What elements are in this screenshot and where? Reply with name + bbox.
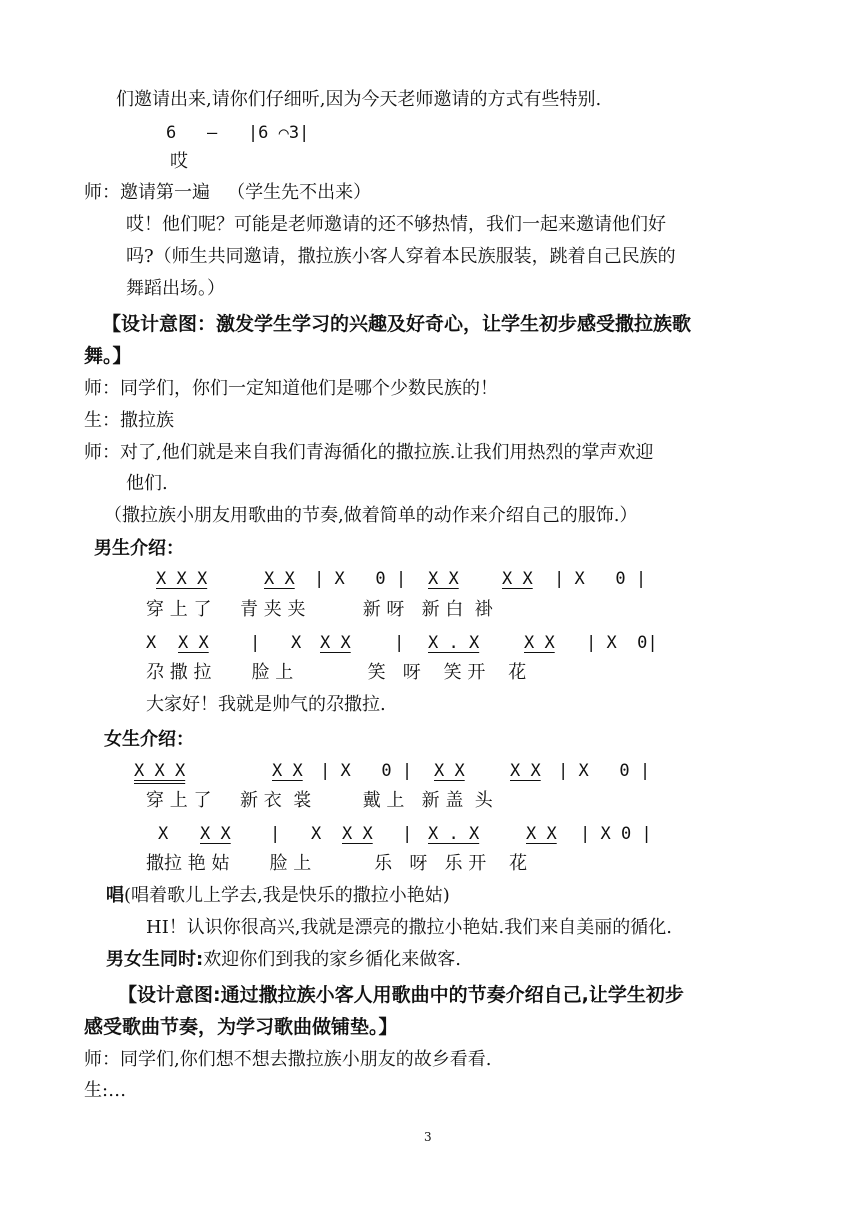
girls-lyric-1: 穿 上 了 新 衣 裳 戴 上 新 盖 头 bbox=[146, 790, 493, 811]
both-label: 男女生同时: bbox=[106, 949, 204, 970]
boys-rhythm-2a: X bbox=[146, 633, 157, 653]
boys-rhythm-1c: ∣ X 0 ∣ bbox=[314, 569, 407, 589]
both-text: 欢迎你们到我的家乡循化来做客. bbox=[203, 949, 461, 970]
boys-lyric-2: 尕 撒 拉 脸 上 笑 呀 笑 开 花 bbox=[146, 662, 527, 683]
design-intent-2a: 【设计意图:通过撒拉族小客人用歌曲中的节奏介绍自己,让学生初步 bbox=[118, 984, 684, 1006]
boys-rhythm-1e: X X bbox=[502, 569, 533, 589]
boys-rhythm-2h: ∣ X 0∣ bbox=[586, 633, 658, 653]
girls-rhythm-2h: ∣ X 0 ∣ bbox=[580, 824, 652, 844]
paragraph-2: 哎！他们呢？可能是老师邀请的还不够热情，我们一起来邀请他们好 bbox=[126, 214, 666, 235]
student-line-2: 生:… bbox=[84, 1080, 127, 1101]
sing-text: (唱着歌儿上学去,我是快乐的撒拉小艳姑) bbox=[124, 885, 450, 906]
girls-rhythm-2e: ∣ bbox=[402, 824, 413, 844]
page-number: 3 bbox=[424, 1130, 432, 1144]
intro-line: 们邀请出来,请你们仔细听,因为今天老师邀请的方式有些特别. bbox=[116, 89, 602, 110]
design-intent-1a: 【设计意图：激发学生学习的兴趣及好奇心，让学生初步感受撒拉族歌 bbox=[102, 313, 692, 335]
girls-rhythm-1b: X X bbox=[272, 761, 303, 781]
sing-label: 唱 bbox=[106, 885, 124, 906]
boys-rhythm-2e: ∣ bbox=[394, 633, 405, 653]
melody-lyric: 哎 bbox=[170, 151, 188, 172]
teacher-line-3: 师：对了,他们就是来自我们青海循化的撒拉族.让我们用热烈的掌声欢迎 bbox=[84, 442, 654, 463]
girls-rhythm-2g: X X bbox=[526, 824, 557, 844]
boys-rhythm-1d: X X bbox=[428, 569, 459, 589]
girls-rhythm-1e: X X bbox=[510, 761, 541, 781]
teacher-line-4: 师：同学们,你们想不想去撒拉族小朋友的故乡看看. bbox=[84, 1049, 492, 1070]
sing-line bbox=[106, 885, 450, 907]
both-line bbox=[106, 949, 461, 971]
paragraph-4: 舞蹈出场。） bbox=[126, 278, 225, 299]
girls-rhythm-1d: X X bbox=[434, 761, 465, 781]
girls-rhythm-2d: X X bbox=[342, 824, 373, 844]
boys-rhythm-1b: X X bbox=[264, 569, 295, 589]
paragraph-3: 吗?（师生共同邀请，撒拉族小客人穿着本民族服装，跳着自己民族的 bbox=[126, 246, 676, 267]
girls-rhythm-2c: ∣ X bbox=[270, 824, 322, 844]
girls-rhythm-2a: X bbox=[158, 824, 169, 844]
girls-rhythm-1a: X X X bbox=[134, 761, 186, 781]
boys-rhythm-2f: X . X bbox=[428, 633, 480, 653]
girls-rhythm-2f: X . X bbox=[428, 824, 480, 844]
boys-heading: 男生介绍： bbox=[94, 538, 184, 559]
boys-rhythm-1a: X X X bbox=[156, 569, 208, 589]
teacher-line-1: 师：邀请第一遍 （学生先不出来） bbox=[84, 182, 372, 203]
student-line-1: 生：撒拉族 bbox=[84, 410, 174, 431]
girls-lyric-2: 撒拉 艳 姑 脸 上 乐 呀 乐 开 花 bbox=[146, 853, 528, 874]
girls-rhythm-1f: ∣ X 0 ∣ bbox=[558, 761, 651, 781]
boys-rhythm-2d: X X bbox=[320, 633, 351, 653]
girls-rhythm-2b: X X bbox=[200, 824, 231, 844]
boys-rhythm-2b: X X bbox=[178, 633, 209, 653]
boys-rhythm-2c: ∣ X bbox=[250, 633, 302, 653]
girls-heading: 女生介绍： bbox=[104, 729, 194, 750]
boys-rhythm-2g: X X bbox=[524, 633, 555, 653]
boys-rhythm-1f: ∣ X 0 ∣ bbox=[554, 569, 647, 589]
teacher-line-2: 师：同学们，你们一定知道他们是哪个少数民族的！ bbox=[84, 378, 498, 399]
girls-rhythm-1c: ∣ X 0 ∣ bbox=[320, 761, 413, 781]
teacher-line-3-cont: 他们. bbox=[126, 473, 168, 494]
melody-notation: 6 — ∣6 ⌒3∣ bbox=[166, 123, 310, 143]
design-intent-1b: 舞。】 bbox=[84, 345, 132, 367]
paragraph-9: （撒拉族小朋友用歌曲的节奏,做着简单的动作来介绍自己的服饰.） bbox=[104, 505, 638, 526]
boys-speech: 大家好！我就是帅气的尕撒拉. bbox=[146, 694, 386, 715]
design-intent-2b: 感受歌曲节奏，为学习歌曲做铺垫。】 bbox=[84, 1016, 398, 1038]
hi-line: HI！认识你很高兴,我就是漂亮的撒拉小艳姑.我们来自美丽的循化. bbox=[146, 917, 672, 938]
boys-lyric-1: 穿 上 了 青 夹 夹 新 呀 新 白 褂 bbox=[146, 599, 493, 620]
